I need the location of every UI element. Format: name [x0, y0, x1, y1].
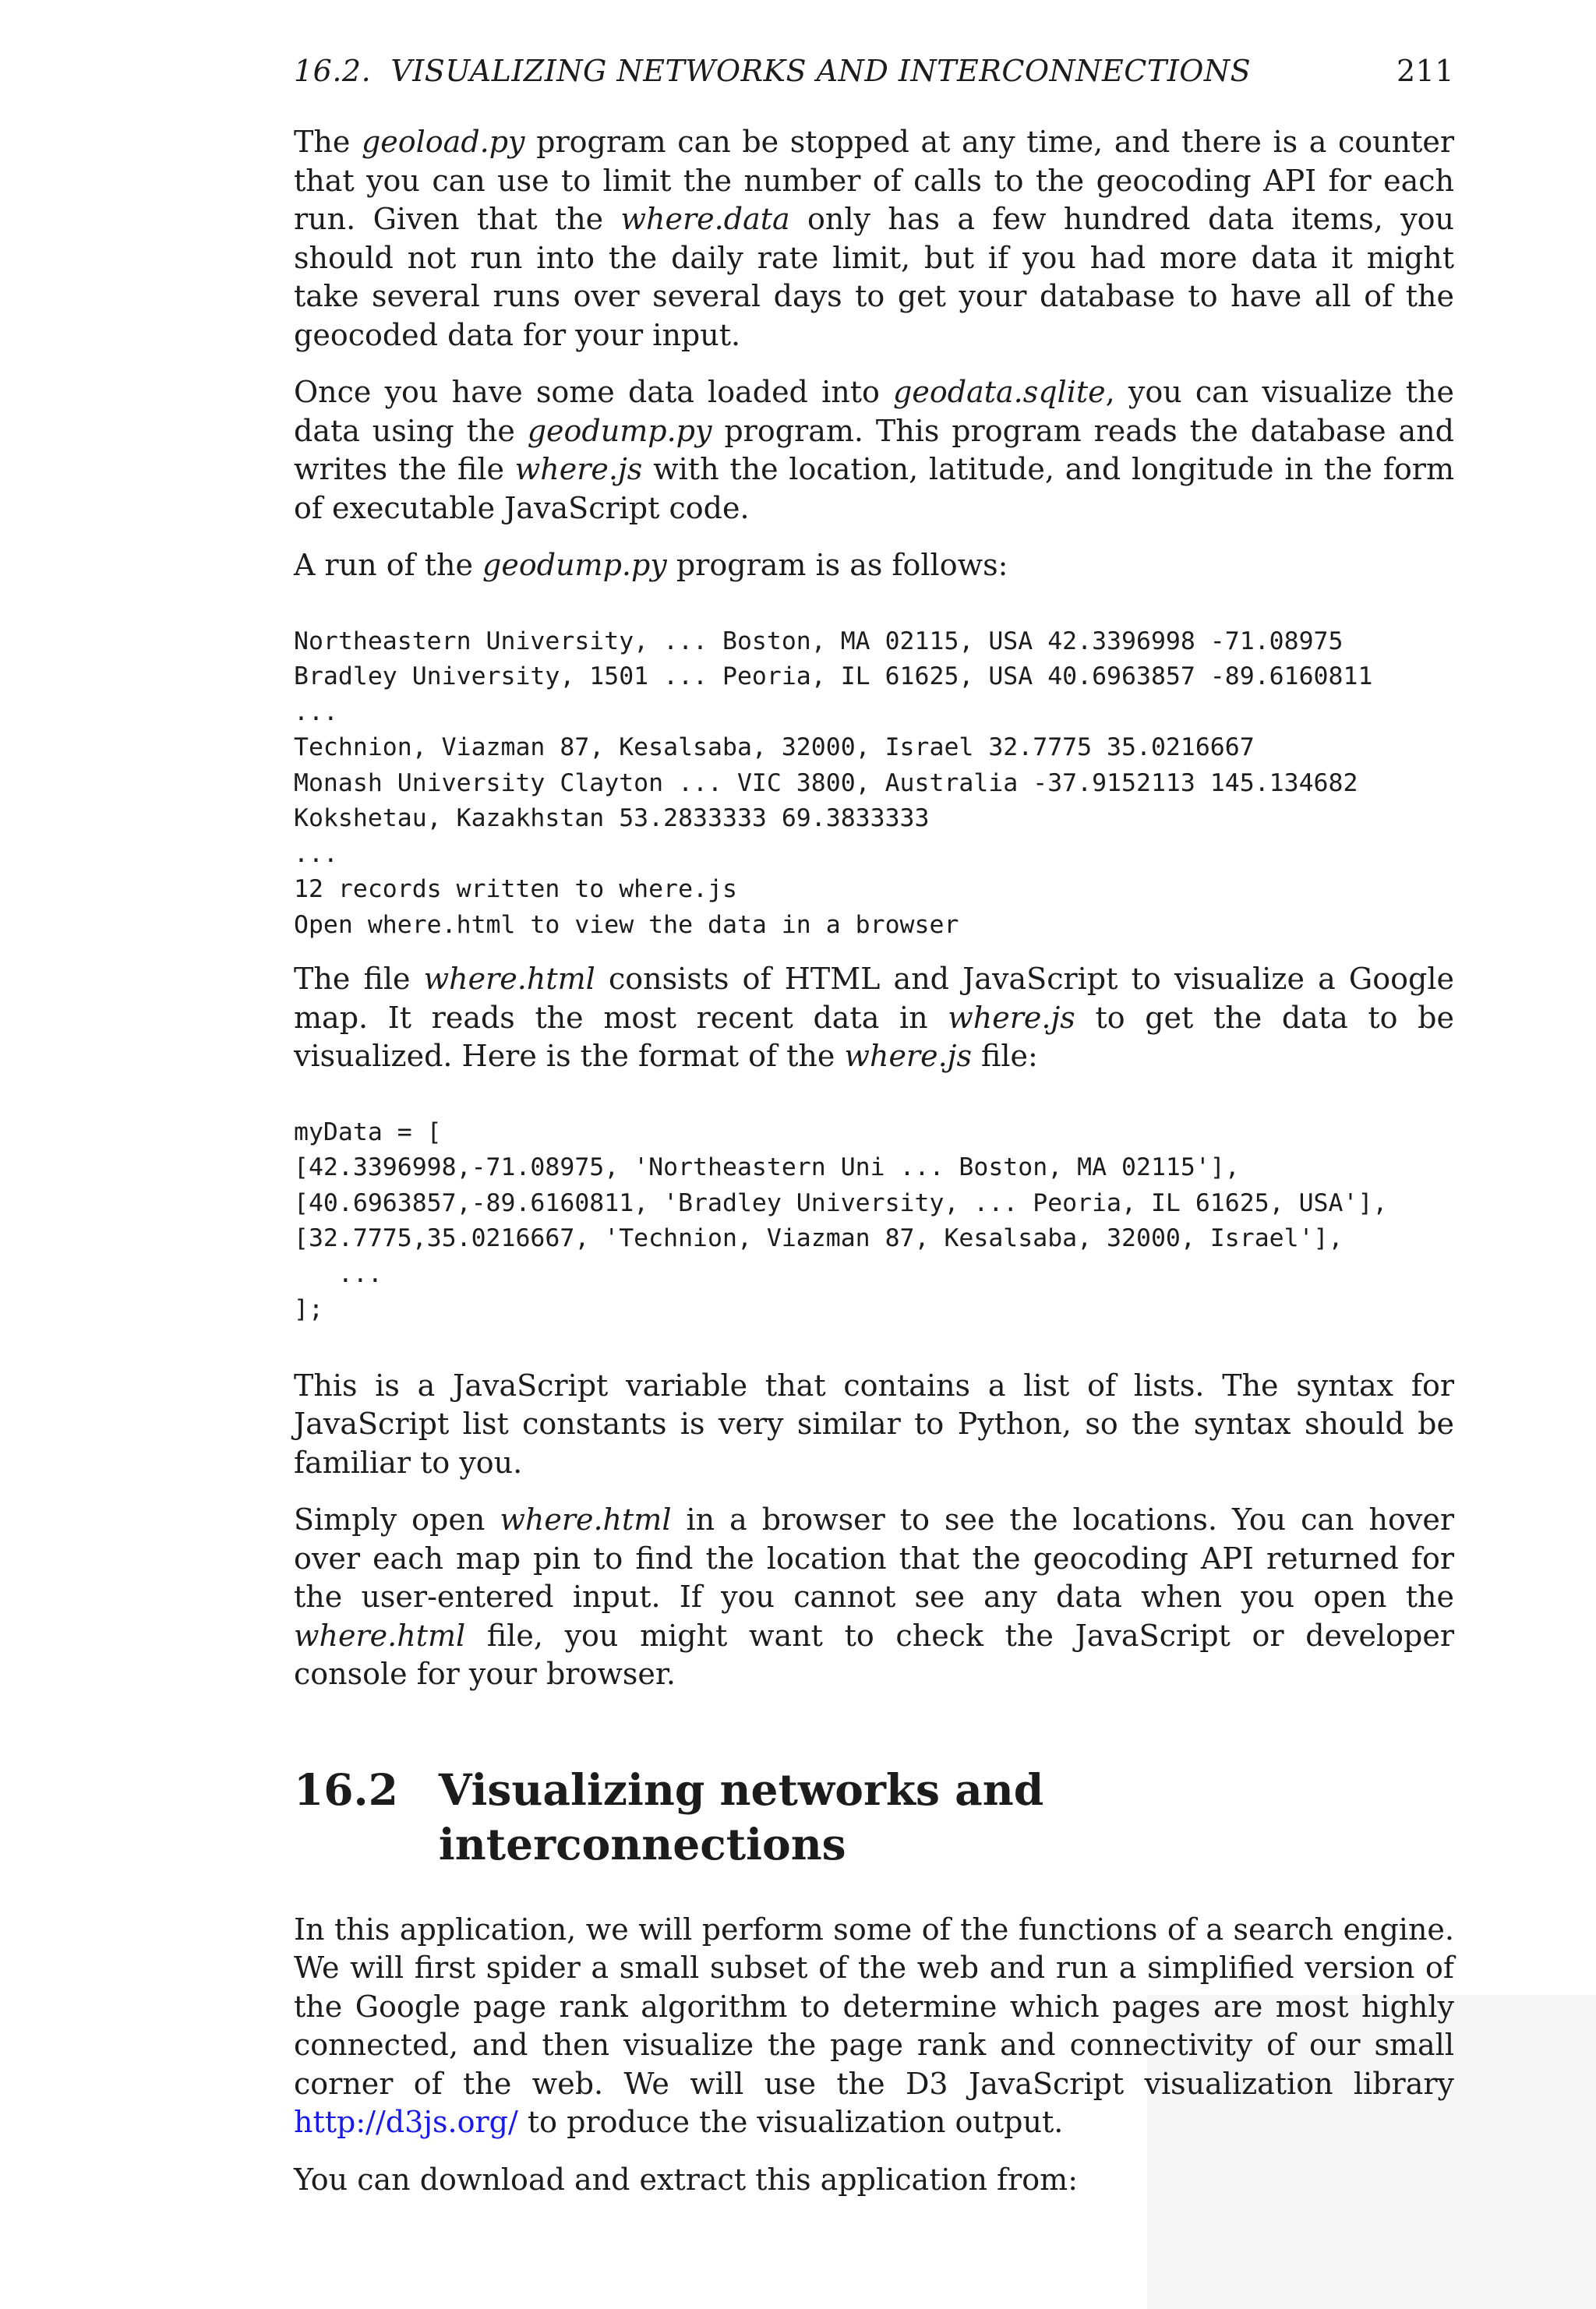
italic-term: where.js: [948, 1000, 1075, 1035]
paragraph: [294, 960, 1454, 1076]
italic-term: where.html: [500, 1502, 672, 1537]
section-number: 16.2: [294, 1764, 398, 1815]
paragraph: [294, 2161, 1454, 2200]
code-block-where-js: [294, 1115, 1454, 1328]
text-run: A run of the: [294, 548, 483, 582]
text-run: file, you might want to check the JavaScript or developer console for your browser.: [294, 1618, 1454, 1691]
code-line: [42.3396998,-71.08975, 'Northeastern Uni ... Boston, MA 02115'],: [294, 1153, 1240, 1181]
running-header: [294, 53, 1454, 89]
text-run: to produce the visualization output.: [517, 2105, 1064, 2139]
section-title: Visualizing networks and interconnections: [438, 1764, 1044, 1869]
text-run: In this application, we will perform some of the functions of a search engine. We will first spider a small subset of the web and run a simplified version of the Google page rank algorithm to determine which pages are most highly connected, and then visualize the page rank and connectivity of our small corner of the web. We will use the D3 JavaScript visualization library: [294, 1912, 1454, 2101]
text-run: Simply open: [294, 1502, 500, 1537]
code-line: myData = [: [294, 1117, 442, 1146]
code-line: ...: [294, 1259, 383, 1288]
code-line: Open where.html to view the data in a browser: [294, 910, 959, 939]
text-run: with the location, latitude, and longitude in the form of executable JavaScript code.: [294, 452, 1454, 525]
code-block-geodump-output: [294, 624, 1454, 944]
italic-term: geoload.py: [361, 125, 525, 159]
code-line: ...: [294, 839, 338, 868]
code-line: Kokshetau, Kazakhstan 53.2833333 69.3833333: [294, 804, 930, 832]
italic-term: where.html: [294, 1618, 466, 1653]
text-run: file:: [971, 1039, 1038, 1073]
code-line: ...: [294, 697, 338, 726]
running-header-title: 16.2. VISUALIZING NETWORKS AND INTERCONNECTIONS: [294, 54, 1252, 88]
code-line: Bradley University, 1501 ... Peoria, IL 61625, USA 40.6963857 -89.6160811: [294, 662, 1373, 690]
text-run: program can be stopped at any time, and there is a counter that you can use to limit the number of calls to the geocoding API for each run. Given that the: [294, 125, 1455, 236]
text-run: to get the data to be visualized. Here is the format of the: [294, 1000, 1454, 1073]
italic-term: where.js: [514, 452, 643, 486]
code-line: ];: [294, 1295, 323, 1323]
paragraph: [294, 546, 1454, 585]
d3js-link[interactable]: http://d3js.org/: [294, 2105, 518, 2139]
text-run: This is a JavaScript variable that contains a list of lists. The syntax for JavaScript list constants is very similar to Python, so the syntax should be familiar to you.: [294, 1368, 1454, 1480]
book-page: [294, 53, 1454, 2199]
text-run: Once you have some data loaded into: [294, 375, 894, 409]
text-run: program. This program reads the database and writes the file: [294, 413, 1454, 486]
code-line: 12 records written to where.js: [294, 875, 737, 903]
text-run: in a browser to see the locations. You can hover over each map pin to find the location that the geocoding API returned for the user-entered input. If you cannot see any data when you open the: [294, 1502, 1454, 1614]
paragraph: [294, 1911, 1454, 2142]
text-run: You can download and extract this application from:: [294, 2162, 1078, 2197]
italic-term: where.html: [423, 962, 595, 996]
paragraph: [294, 123, 1454, 355]
text-run: , you can visualize the data using the: [294, 375, 1454, 448]
paragraph: [294, 373, 1454, 528]
text-run: The file: [294, 962, 424, 996]
text-run: The: [294, 125, 362, 159]
paragraph: [294, 1501, 1454, 1694]
paragraph: [294, 1367, 1454, 1483]
code-line: Monash University Clayton ... VIC 3800, Australia -37.9152113 145.134682: [294, 768, 1358, 797]
italic-term: where.data: [620, 202, 790, 236]
italic-term: geodump.py: [482, 548, 667, 582]
page-number: 211: [1396, 54, 1454, 88]
italic-term: where.js: [844, 1039, 972, 1073]
code-line: [40.6963857,-89.6160811, 'Bradley University, ... Peoria, IL 61625, USA'],: [294, 1188, 1388, 1217]
text-run: consists of HTML and JavaScript to visualize a Google map. It reads the most recent data in: [294, 962, 1454, 1035]
italic-term: geodata.sqlite: [893, 375, 1106, 409]
code-line: Technion, Viazman 87, Kesalsaba, 32000, Israel 32.7775 35.0216667: [294, 733, 1255, 761]
text-run: program is as follows:: [666, 548, 1008, 582]
italic-term: geodump.py: [527, 413, 712, 448]
text-run: only has a few hundred data items, you should not run into the daily rate limit, but if you had more data it might take several runs over several days to get your database to have all of the geocoded data for your input.: [294, 202, 1454, 352]
code-line: [32.7775,35.0216667, 'Technion, Viazman 87, Kesalsaba, 32000, Israel'],: [294, 1224, 1344, 1252]
section-heading: [294, 1763, 1454, 1872]
code-line: Northeastern University, ... Boston, MA 02115, USA 42.3396998 -71.08975: [294, 627, 1344, 655]
